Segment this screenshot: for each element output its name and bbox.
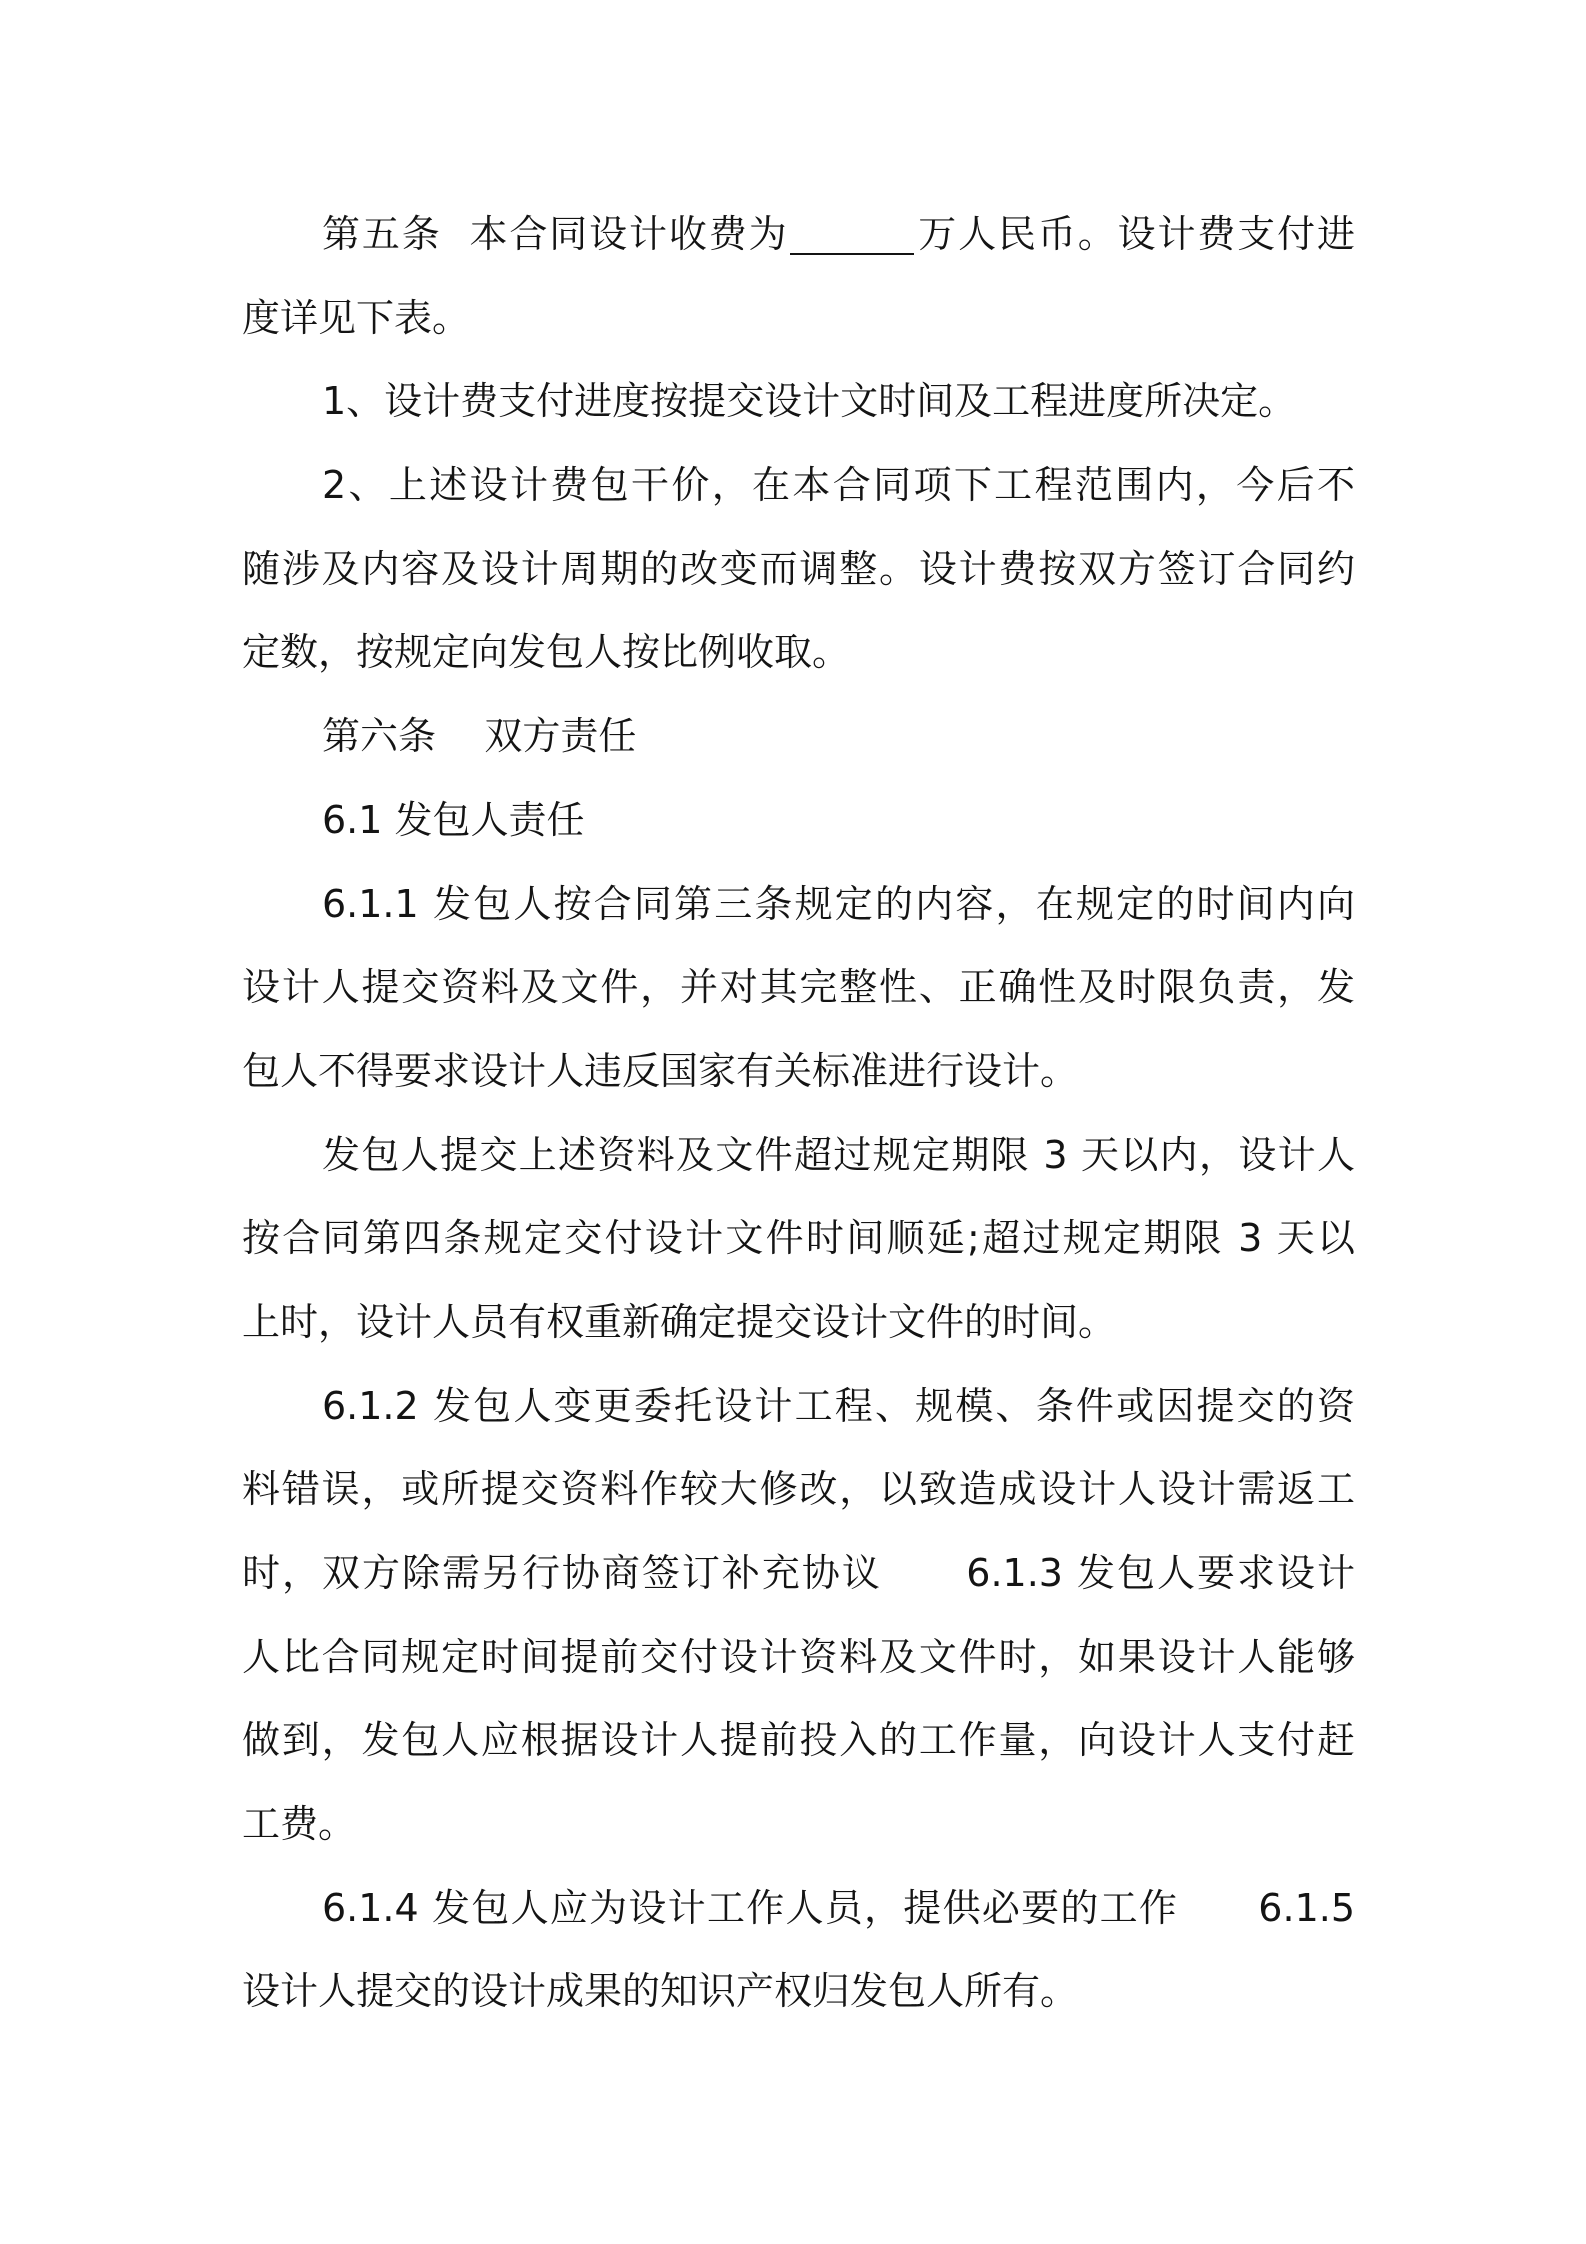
fee-text-before: 第五条 本合同设计收费为 <box>322 212 789 256</box>
payment-clause-1 <box>242 360 1355 444</box>
clause-6-1-1 <box>242 863 1355 1114</box>
text-line: 按合同第四条规定交付设计文件时间顺延;超过规定期限 3 天以 <box>242 1216 1355 1261</box>
text-line: 发包人提交上述资料及文件超过规定期限 3 天以内，设计人 <box>322 1132 1355 1177</box>
text-line: 设计人提交的设计成果的知识产权归发包人所有。 <box>242 1969 1079 2014</box>
text-line: 料错误，或所提交资料作较大修改，以致造成设计人设计需返工 <box>242 1467 1355 1512</box>
clause-6-1-4-and-6-1-5 <box>242 1867 1355 2034</box>
document-body <box>242 193 1355 2034</box>
text-line: 6.1.2 发包人变更委托设计工程、规模、条件或因提交的资 <box>322 1383 1355 1428</box>
text-line: 度详见下表。 <box>242 295 471 340</box>
clause-6-1-2-and-6-1-3 <box>242 1365 1355 1867</box>
text-line: 设计人提交资料及文件，并对其完整性、正确性及时限负责，发 <box>242 965 1355 1010</box>
text-line: 1、设计费支付进度按提交设计文时间及工程进度所决定。 <box>322 379 1297 424</box>
text-line: 6.1.4 发包人应为设计工作人员，提供必要的工作 6.1.5 <box>322 1885 1355 1930</box>
payment-clause-2 <box>242 444 1355 695</box>
text-line: 2、上述设计费包干价，在本合同项下工程范围内，今后不 <box>322 463 1355 508</box>
text-line: 工费。 <box>242 1802 357 1847</box>
fee-text-after: 万人民币。设计费支付进 <box>916 212 1355 256</box>
text-line: 人比合同规定时间提前交付设计资料及文件时，如果设计人能够 <box>242 1634 1355 1679</box>
text-line: 第六条 双方责任 <box>322 714 637 759</box>
text-line <box>242 193 1355 277</box>
section-6-1-heading <box>242 779 1355 863</box>
clause-6-1-1-delay-terms <box>242 1114 1355 1365</box>
text-line: 做到，发包人应根据设计人提前投入的工作量，向设计人支付赶 <box>242 1718 1355 1763</box>
text-line: 上时，设计人员有权重新确定提交设计文件的时间。 <box>242 1299 1117 1344</box>
article-5-fee-paragraph <box>242 193 1355 360</box>
text-line: 随涉及内容及设计周期的改变而调整。设计费按双方签订合同约 <box>242 546 1355 591</box>
text-line: 6.1 发包人责任 <box>322 797 585 842</box>
text-line: 定数，按规定向发包人按比例收取。 <box>242 630 851 675</box>
text-line: 包人不得要求设计人违反国家有关标准进行设计。 <box>242 1048 1079 1093</box>
text-line: 6.1.1 发包人按合同第三条规定的内容，在规定的时间内向 <box>322 881 1355 926</box>
article-6-heading <box>242 695 1355 779</box>
fee-amount-blank <box>790 252 914 255</box>
text-line: 时，双方除需另行协商签订补充协议 6.1.3 发包人要求设计 <box>242 1551 1355 1595</box>
